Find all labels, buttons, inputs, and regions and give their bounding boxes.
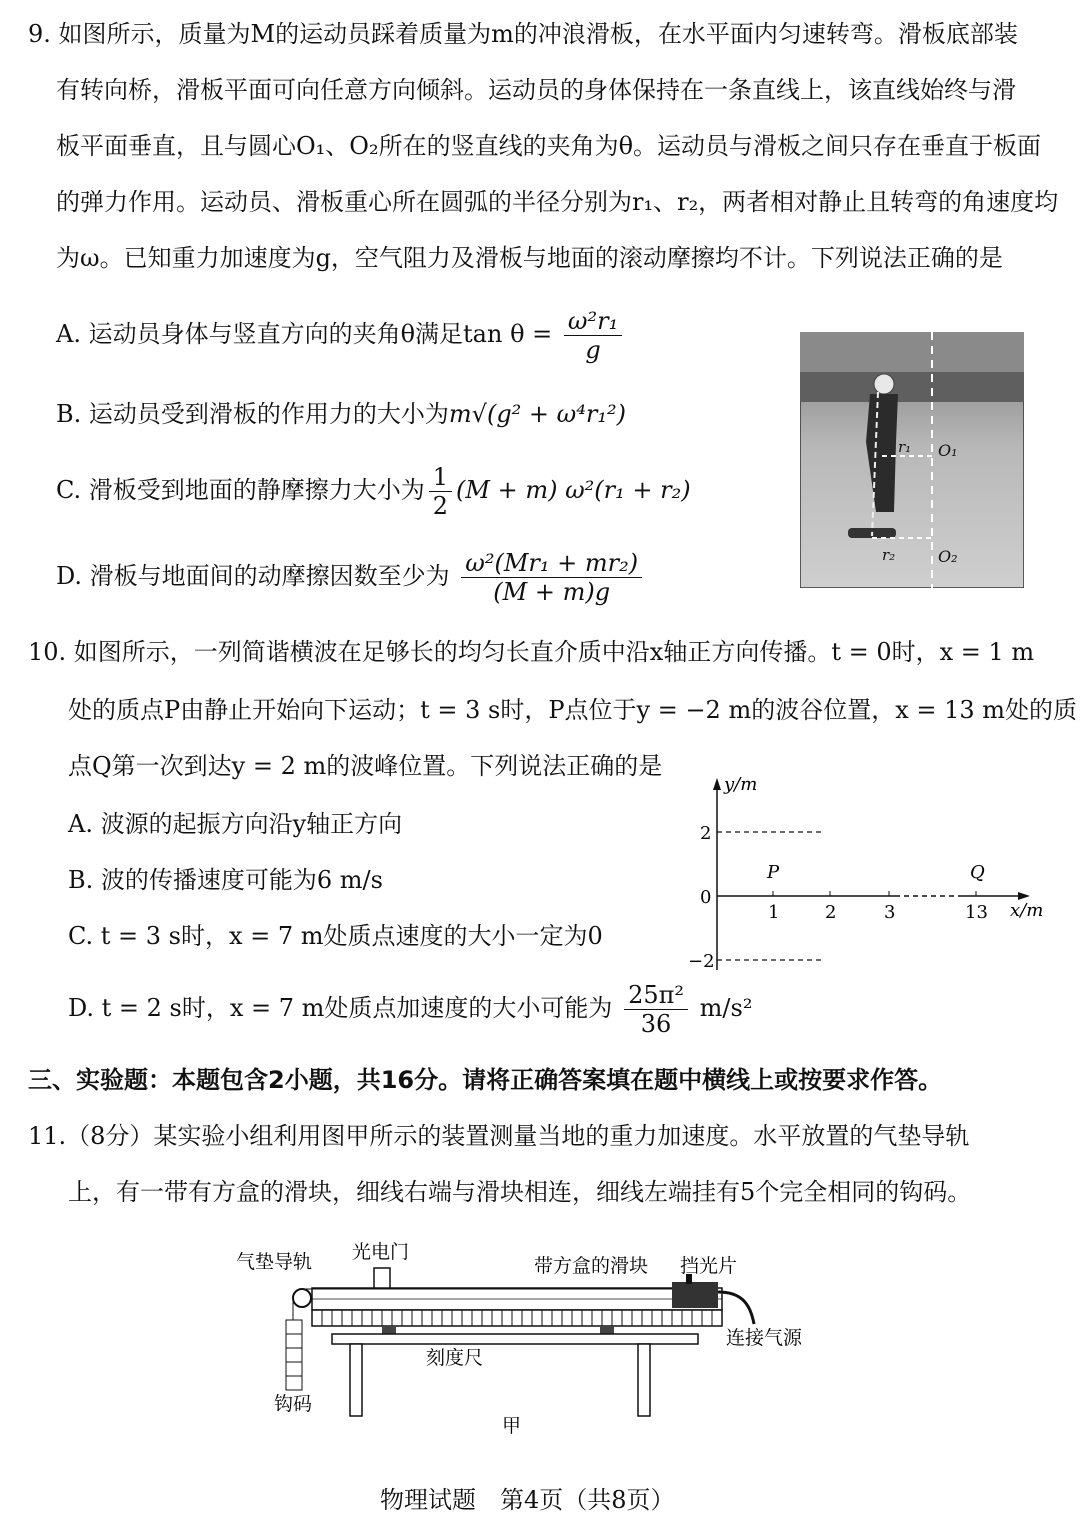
x-tick-label-13: 13: [965, 902, 988, 923]
point-q-label: Q: [970, 862, 985, 883]
q9-option-d: [56, 546, 646, 606]
q9-option-a-text: A. 运动员身体与竖直方向的夹角θ满足tan θ =: [56, 320, 553, 348]
table-top: [332, 1334, 698, 1344]
rail-foot-right: [600, 1326, 614, 1334]
q9-option-c-num: 1: [429, 463, 452, 492]
skateboarder-photo: [800, 332, 1024, 588]
q10-option-d-fraction: [624, 981, 688, 1038]
q9-option-d-den: (M + m)g: [493, 578, 611, 606]
photo-label-r2: r₂: [882, 546, 896, 564]
hook-weights: [286, 1320, 302, 1390]
rail-foot-left: [382, 1326, 396, 1334]
x-tick-label-3: 3: [884, 902, 896, 923]
q9-option-c-text: C. 滑板受到地面的静摩擦力大小为: [56, 476, 425, 504]
q9-line-3: 板平面垂直，且与圆心O₁、O₂所在的竖直线的夹角为θ。运动员与滑板之间只存在垂直于板面: [56, 132, 1042, 160]
label-air-track: 气垫导轨: [236, 1251, 313, 1273]
q10-option-d-den: 36: [640, 1010, 672, 1038]
section-3-heading: 三、实验题：本题包含2小题，共16分。请将正确答案填在题中横线上或按要求作答。: [28, 1066, 943, 1094]
q9-option-a-num: ω²r₁: [564, 307, 622, 336]
wave-graph: [680, 770, 1060, 980]
table-leg-left: [350, 1344, 362, 1416]
q10-option-c: C. t = 3 s时，x = 7 m处质点速度的大小一定为0: [68, 922, 603, 950]
q9-option-b: [56, 398, 626, 430]
x-tick-label-2: 2: [825, 902, 837, 923]
slider-block: [672, 1282, 718, 1308]
q9-option-a: [56, 304, 626, 364]
x-tick-label-1: 1: [768, 902, 780, 923]
q9-option-a-den: g: [585, 336, 601, 364]
label-ruler: 刻度尺: [426, 1347, 484, 1369]
label-weights: 钩码: [274, 1393, 313, 1415]
q9-line-1: 9. 如图所示，质量为M的运动员踩着质量为m的冲浪滑板，在水平面内匀速转弯。滑板底部装: [28, 20, 1018, 48]
q10-option-d: [68, 978, 752, 1038]
q9-option-b-formula: m√(g² + ω⁴r₁²): [448, 400, 626, 428]
table-leg-right: [638, 1344, 650, 1416]
photo-label-o1: O₁: [938, 441, 958, 460]
apparatus-figure: [228, 1232, 828, 1442]
photogate: [374, 1268, 390, 1288]
q11-line-1: 11.（8分）某实验小组利用图甲所示的装置测量当地的重力加速度。水平放置的气垫导轨: [28, 1122, 970, 1150]
air-hose: [718, 1292, 754, 1324]
q9-option-c-fraction: [429, 463, 452, 520]
y-tick-neg2: −2: [688, 951, 715, 972]
photo-label-r1: r₁: [898, 438, 912, 456]
q9-option-b-text: B. 运动员受到滑板的作用力的大小为: [56, 400, 449, 428]
pulley: [293, 1289, 311, 1307]
x-axis-label: x/m: [1010, 900, 1044, 921]
q9-line-5: 为ω。已知重力加速度为g，空气阻力及滑板与地面的滚动摩擦均不计。下列说法正确的是: [56, 244, 1003, 272]
ruler-strip: [312, 1310, 722, 1326]
q10-line-1: 10. 如图所示，一列简谐横波在足够长的均匀长直介质中沿x轴正方向传播。t = 0时，x = 1 m: [28, 638, 1035, 666]
y-tick-2: 2: [700, 823, 712, 844]
photo-label-o2: O₂: [938, 547, 958, 566]
q9-line-4: 的弹力作用。运动员、滑板重心所在圆弧的半径分别为r₁、r₂，两者相对静止且转弯的角速度均: [56, 188, 1059, 216]
q9-option-d-text: D. 滑板与地面间的动摩擦因数至少为: [56, 562, 450, 590]
y-axis-arrow: [713, 778, 721, 790]
q9-option-d-fraction: [461, 549, 642, 606]
q10-line-2: 处的质点P由静止开始向下运动；t = 3 s时，P点位于y = −2 m的波谷位置，x = 13 m处的质: [68, 696, 1078, 724]
point-p-label: P: [767, 862, 780, 883]
page-footer: 物理试题 第4页（共8页）: [380, 1486, 675, 1514]
q10-option-b: B. 波的传播速度可能为6 m/s: [68, 866, 383, 894]
figure-caption: 甲: [502, 1415, 522, 1437]
y-tick-0: 0: [700, 887, 712, 908]
y-axis-label: y/m: [724, 774, 758, 795]
label-shade-plate: 挡光片: [680, 1255, 738, 1277]
q10-option-d-unit: m/s²: [699, 994, 753, 1022]
q10-option-d-text: D. t = 2 s时，x = 7 m处质点加速度的大小可能为: [68, 994, 613, 1022]
q9-option-d-num: ω²(Mr₁ + mr₂): [461, 549, 642, 578]
q9-option-c-den: 2: [432, 492, 449, 520]
label-slider: 带方盒的滑块: [534, 1255, 649, 1277]
q9-line-2: 有转向桥，滑板平面可向任意方向倾斜。运动员的身体保持在一条直线上，该直线始终与滑: [56, 76, 1016, 104]
q9-option-a-fraction: [564, 307, 622, 364]
label-air-source: 连接气源: [726, 1327, 803, 1349]
q10-option-d-num: 25π²: [624, 981, 688, 1010]
x-axis-arrow: [1018, 892, 1030, 900]
q9-option-c: [56, 460, 691, 520]
q10-line-3: 点Q第一次到达y = 2 m的波峰位置。下列说法正确的是: [68, 752, 663, 780]
q9-option-c-tail: (M + m) ω²(r₁ + r₂): [456, 476, 691, 504]
label-photogate: 光电门: [352, 1241, 410, 1263]
q10-option-a: A. 波源的起振方向沿y轴正方向: [68, 810, 403, 838]
q11-line-2: 上，有一带有方盒的滑块，细线右端与滑块相连，细线左端挂有5个完全相同的钩码。: [68, 1178, 972, 1206]
